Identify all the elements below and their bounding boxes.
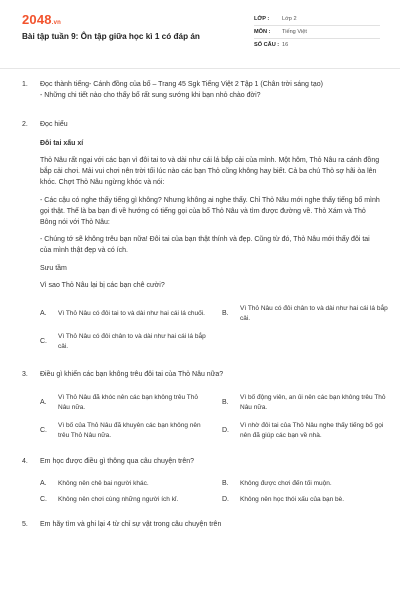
option-4b[interactable]: B. Không được chơi đến tối muộn. (222, 479, 332, 487)
story-paragraph-2: - Các cậu có nghe thấy tiếng gì không? Nhưng không ai nghe thấy. Chỉ Thỏ Nâu mới nghe thấy tiếng bố mình gọi thật. Thế là ba bạn đi về hướng có tiếng gọi của bố Thỏ Nâu và tìm được đường về. Thỏ Xám và Thỏ Bông nói với Thỏ Nâu: (40, 196, 380, 226)
page-header (0, 0, 400, 69)
option-4c[interactable]: C. Không nên chơi cùng những người ích kỉ. (40, 495, 179, 503)
option-2c[interactable]: C. Vì Thỏ Nâu có đôi chân to và dài như hai cái lá bắp cải. (40, 333, 206, 350)
story-paragraph-1: Thỏ Nâu rất ngại với các bạn vì đôi tai to và dài như cái lá bắp cải của mình. Một hôm, Thỏ Nâu ra cánh đồng bắp cải chơi. Mải vui chơi nên trời tối lúc nào các bạn Thỏ cũng không hay biết. Cả ba chú Thỏ sợ hãi òa lên khóc. Chợt Thỏ Nâu ngừng khóc và nói: (40, 157, 380, 187)
question-list (22, 80, 388, 530)
page-title: Bài tập tuần 9: Ôn tập giữa học kì 1 có đáp án (22, 32, 200, 41)
story-source: Sưu tầm (40, 265, 67, 273)
question-2-options (40, 300, 388, 356)
question-2: 2. Đọc hiểu Đôi tai xấu xí Thỏ Nâu rất ngại với các bạn vì đôi tai to và dài như cái lá bắp cải của mình. Một hôm, Thỏ Nâu ra cánh đồng bắp cải chơi. Mải vui chơi nên trời tối lúc nào các bạn Thỏ cũng không hay biết. Cả ba chú Thỏ sợ hãi òa lên khóc. Chợt Thỏ Nâu ngừng khóc và nói: - Các cậu có nghe thấy tiếng gì không? Nhưng không ai nghe thấy. Chỉ Thỏ Nâu mới nghe thấy tiếng bố mình gọi thật. Thế là ba bạn đi về hướng có tiếng gọi của bố Thỏ Nâu và tìm được đường về. Thỏ Xám và Thỏ Bông nói với Thỏ Nâu: - Chúng tớ sẽ không trêu bạn nữa! Đôi tai của bạn thật thính và đẹp. Cũng từ đó, Thỏ Nâu mới thấy đôi tai của mình thật đẹp và có ích. Sưu tầm Vì sao Thỏ Nâu lại bị các bạn chê cười? A. Vì Thỏ Nâu có đôi tai to và dài như hai cái lá chuối. B. Vì Thỏ Nâu có đôi chân to và dài như hai cái lá bắp cải. C. Vì Thỏ Nâu có đôi chân to và dài như hai cái lá bắp cải. (22, 120, 382, 356)
option-3d[interactable]: D. Vì nhờ đôi tai của Thỏ Nâu nghe thấy tiếng bố gọi nên đã giúp các bạn về nhà. (222, 421, 384, 439)
meta-table (254, 13, 380, 51)
question-3-options (40, 389, 386, 445)
question-2-prompt: Vì sao Thỏ Nâu lại bị các bạn chê cười? (40, 281, 165, 289)
question-3: 3. Điều gì khiến các bạn không trêu đôi tai của Thỏ Nâu nữa? A. Vì Thỏ Nâu đã khóc nên các bạn không trêu Thỏ Nâu nữa. B. Vì bố động viên, an ủi nên các bạn không trêu Thỏ Nâu nữa. C. Vì bố của Thỏ Nâu đã khuyên các bạn không nên trêu Thỏ Nâu nữa. D. Vì nhờ đôi tai của Thỏ Nâu nghe thấy tiếng bố gọi nên đã giúp các bạn về nhà. (22, 370, 382, 445)
question-3-prompt: Điều gì khiến các bạn không trêu đôi tai của Thỏ Nâu nữa? (40, 370, 224, 378)
option-3b[interactable]: B. Vì bố động viên, an ủi nên các bạn không trêu Thỏ Nâu nữa. (222, 393, 386, 411)
question-1: 1. Đọc thành tiếng- Cánh đồng của bố – Trang 45 Sgk Tiếng Việt 2 Tập 1 (Chân trời sáng tạo) - Những chi tiết nào cho thấy bố rất sung sướng khi bạn nhỏ chào đời? (22, 81, 323, 99)
question-4-prompt: Em học được điều gì thông qua câu chuyện trên? (40, 457, 195, 465)
option-3c[interactable]: C. Vì bố của Thỏ Nâu đã khuyên các bạn không nên trêu Thỏ Nâu nữa. (40, 421, 201, 439)
site-logo[interactable]: 2048.vn (22, 12, 62, 27)
option-2a[interactable]: A. Vì Thỏ Nâu có đôi tai to và dài như hai cái lá chuối. (40, 309, 205, 317)
story-title: Đôi tai xấu xí (40, 139, 84, 147)
meta-row-class: LỚP : Lớp 2 (254, 13, 380, 26)
question-4: 4. Em học được điều gì thông qua câu chuyện trên? A. Không nên chê bai người khác. B. Không được chơi đến tối muộn. C. Không nên chơi cùng những người ích kỉ. D. Không nên học thói xấu của bạn bè. (22, 457, 382, 508)
question-5-prompt: Em hãy tìm và ghi lại 4 từ chỉ sự vật trong câu chuyện trên (40, 520, 222, 528)
meta-row-subject: MÔN : Tiếng Việt (254, 26, 380, 39)
story-paragraph-3: - Chúng tớ sẽ không trêu bạn nữa! Đôi tai của bạn thật thính và đẹp. Cũng từ đó, Thỏ Nâu mới thấy đôi tai của mình thật đẹp và có ích. (40, 236, 370, 255)
meta-row-count: SỐ CÂU : 16 (254, 42, 289, 48)
option-3a[interactable]: A. Vì Thỏ Nâu đã khóc nên các bạn không trêu Thỏ Nâu nữa. (40, 393, 198, 411)
option-2b[interactable]: B. Vì Thỏ Nâu có đôi chân to và dài như hai cái lá bắp cải. (222, 305, 388, 322)
question-5: 5. Em hãy tìm và ghi lại 4 từ chỉ sự vật trong câu chuyện trên (22, 520, 382, 531)
option-4d[interactable]: D. Không nên học thói xấu của bạn bè. (222, 495, 345, 503)
option-4a[interactable]: A. Không nên chê bai người khác. (40, 479, 149, 487)
question-2-intro: Đọc hiểu (40, 120, 68, 128)
question-4-options (40, 476, 382, 508)
